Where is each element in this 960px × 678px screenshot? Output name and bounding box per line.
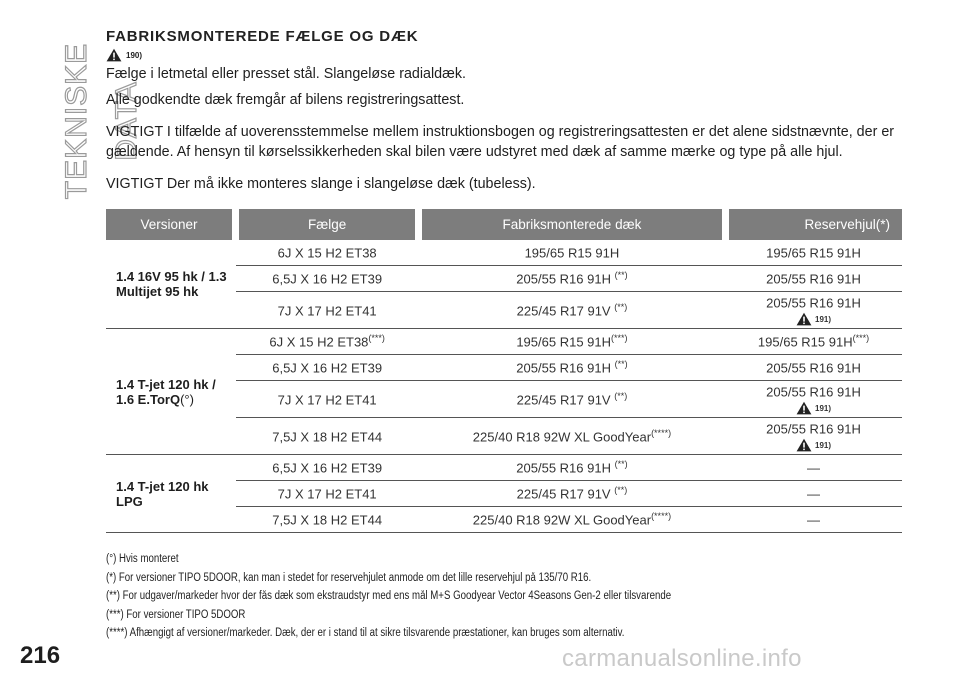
spare-value: 205/55 R16 91H bbox=[766, 360, 861, 376]
footnote: (***) For versioner TIPO 5DOOR bbox=[106, 608, 246, 621]
warning-icon bbox=[106, 48, 122, 62]
tyre-mark: (**) bbox=[614, 301, 628, 312]
spare-value: 205/55 R16 91H bbox=[766, 421, 861, 437]
rim-mark: (***) bbox=[368, 333, 385, 344]
tyre-mark: (**) bbox=[614, 359, 628, 370]
header-tyre: Fabriksmonterede dæk bbox=[419, 209, 725, 240]
warning-note-ref bbox=[106, 48, 902, 62]
rim-cell bbox=[236, 240, 419, 266]
table-row bbox=[106, 240, 902, 266]
spare-mark: (***) bbox=[852, 333, 870, 344]
rim-cell bbox=[236, 329, 419, 355]
footnote: (*) For versioner TIPO 5DOOR, kan man i stedet for reservehjulet anmode om det lille reservehjul på 135/70 R16. bbox=[106, 571, 592, 584]
tyre-value: 205/55 R16 91H bbox=[516, 271, 615, 287]
rims-tyres-table bbox=[106, 209, 902, 533]
tyre-value: 195/65 R15 91H bbox=[524, 245, 620, 261]
warning-ref-number: 190) bbox=[126, 50, 143, 60]
intro-paragraph: Fælge i letmetal eller presset stål. Slangeløse radialdæk. bbox=[106, 66, 466, 82]
spare-value: 195/65 R15 91H bbox=[766, 245, 861, 261]
spare-cell bbox=[725, 266, 902, 292]
tyre-cell bbox=[419, 507, 725, 533]
tyre-mark: (**) bbox=[614, 459, 628, 470]
spare-value: — bbox=[807, 460, 821, 476]
tyre-cell bbox=[419, 355, 725, 381]
tyre-mark: (**) bbox=[614, 390, 628, 401]
warning-icon bbox=[796, 312, 812, 326]
spare-value: — bbox=[807, 512, 821, 528]
tyre-cell bbox=[419, 481, 725, 507]
tyre-cell bbox=[419, 455, 725, 481]
footnote: (**) For udgaver/markeder hvor der fås dæk som ekstraudstyr med ens mål M+S Goodyear Vector 4Seasons Gen-2 eller tilsvarende bbox=[106, 590, 672, 602]
spare-value: — bbox=[807, 486, 821, 502]
tyre-cell bbox=[419, 266, 725, 292]
section-title: FABRIKSMONTEREDE FÆLGE OG DÆK bbox=[106, 28, 419, 45]
tyre-mark: (**) bbox=[614, 270, 628, 281]
spare-cell bbox=[725, 381, 902, 418]
version-cell bbox=[106, 455, 236, 533]
table-body bbox=[106, 240, 902, 533]
spare-cell bbox=[725, 240, 902, 266]
tyre-cell bbox=[419, 329, 725, 355]
tyre-value: 195/65 R15 91H bbox=[516, 334, 612, 350]
spare-note-ref bbox=[729, 401, 898, 415]
rim-cell bbox=[236, 481, 419, 507]
tyre-cell bbox=[419, 418, 725, 455]
content bbox=[106, 28, 902, 533]
rim-cell bbox=[236, 292, 419, 329]
version-cell bbox=[106, 329, 236, 455]
header-spare-mark: (*) bbox=[875, 217, 890, 232]
rim-value: 6J X 15 H2 ET38 bbox=[277, 245, 377, 261]
version-label: 1.4 T-jet 120 hk / 1.6 E.TorQ bbox=[116, 376, 216, 407]
tyre-value: 225/40 R18 92W XL GoodYear bbox=[472, 512, 652, 528]
tyre-mark: (****) bbox=[651, 511, 672, 522]
rim-cell bbox=[236, 418, 419, 455]
rim-cell bbox=[236, 507, 419, 533]
rim-value: 6,5J X 16 H2 ET39 bbox=[272, 460, 383, 476]
rim-value: 7J X 17 H2 ET41 bbox=[277, 303, 377, 319]
side-tab-label: TEKNISKE DATA bbox=[60, 42, 143, 200]
tyre-value: 225/45 R17 91V bbox=[516, 392, 615, 408]
rim-value: 7J X 17 H2 ET41 bbox=[277, 392, 377, 408]
spare-ref-number: 191) bbox=[815, 403, 832, 413]
version-cell bbox=[106, 240, 236, 329]
spare-note-ref bbox=[729, 312, 898, 326]
watermark: carmanualsonline.info bbox=[562, 645, 802, 672]
rim-cell bbox=[236, 455, 419, 481]
tyre-value: 205/55 R16 91H bbox=[516, 460, 615, 476]
header-spare bbox=[725, 209, 902, 240]
table-row bbox=[106, 455, 902, 481]
page-number: 216 bbox=[20, 642, 61, 669]
tyre-cell bbox=[419, 240, 725, 266]
version-label: 1.4 T-jet 120 hk LPG bbox=[116, 478, 209, 509]
spare-cell bbox=[725, 455, 902, 481]
spare-cell bbox=[725, 292, 902, 329]
tyre-value: 205/55 R16 91H bbox=[516, 360, 615, 376]
version-symbol: (°) bbox=[180, 391, 194, 407]
tyre-value: 225/40 R18 92W XL GoodYear bbox=[472, 429, 652, 445]
spare-value: 205/55 R16 91H bbox=[766, 295, 861, 311]
rim-value: 6,5J X 16 H2 ET39 bbox=[272, 271, 383, 287]
spare-cell bbox=[725, 418, 902, 455]
tyre-mark: (****) bbox=[651, 427, 672, 438]
important-paragraph-registration: VIGTIGT I tilfælde af uoverensstemmelse mellem instruktionsbogen og registreringsattesten er det alene sidstnævnte, der er gældende. Af hensyn til kørselssikkerheden skal bilen være udstyret med dæk af samme mærke og type på alle hjul. bbox=[106, 124, 895, 160]
header-versions: Versioner bbox=[106, 209, 236, 240]
spare-cell bbox=[725, 481, 902, 507]
rim-value: 7J X 17 H2 ET41 bbox=[277, 486, 377, 502]
warning-icon bbox=[796, 438, 812, 452]
rim-value: 6,5J X 16 H2 ET39 bbox=[272, 360, 383, 376]
tyre-mark: (***) bbox=[611, 333, 628, 344]
rim-cell bbox=[236, 266, 419, 292]
footnotes bbox=[106, 550, 906, 643]
footnote: (°) Hvis monteret bbox=[106, 553, 179, 565]
version-label: 1.4 16V 95 hk / 1.3 Multijet 95 hk bbox=[116, 269, 227, 299]
rim-cell bbox=[236, 355, 419, 381]
footnote: (****) Afhængigt af versioner/markeder. Dæk, der er i stand til at sikre tilsvarende præstationer, kan bruges som alternativ. bbox=[106, 627, 625, 639]
spare-cell bbox=[725, 507, 902, 533]
rim-value: 6J X 15 H2 ET38 bbox=[269, 334, 369, 350]
tyre-value: 225/45 R17 91V bbox=[516, 303, 615, 319]
spare-note-ref bbox=[729, 438, 898, 452]
header-rim: Fælge bbox=[236, 209, 419, 240]
spare-value: 205/55 R16 91H bbox=[766, 384, 861, 400]
tyre-cell bbox=[419, 292, 725, 329]
tyre-mark: (**) bbox=[614, 485, 628, 496]
table-header-row bbox=[106, 209, 902, 240]
spare-ref-number: 191) bbox=[815, 440, 832, 450]
table-row bbox=[106, 329, 902, 355]
rim-value: 7,5J X 18 H2 ET44 bbox=[272, 429, 383, 445]
approval-paragraph: Alle godkendte dæk fremgår af bilens registreringsattest. bbox=[106, 92, 465, 108]
spare-value: 205/55 R16 91H bbox=[766, 271, 861, 287]
spare-value: 195/65 R15 91H bbox=[757, 334, 853, 350]
rim-value: 7,5J X 18 H2 ET44 bbox=[272, 512, 383, 528]
spare-cell bbox=[725, 329, 902, 355]
warning-icon bbox=[796, 401, 812, 415]
tyre-value: 225/45 R17 91V bbox=[516, 486, 615, 502]
spare-cell bbox=[725, 355, 902, 381]
rim-cell bbox=[236, 381, 419, 418]
tyre-cell bbox=[419, 381, 725, 418]
spare-ref-number: 191) bbox=[815, 314, 832, 324]
header-spare-label: Reservehjul bbox=[804, 217, 876, 232]
important-paragraph-tubeless: VIGTIGT Der må ikke monteres slange i slangeløse dæk (tubeless). bbox=[106, 176, 536, 192]
